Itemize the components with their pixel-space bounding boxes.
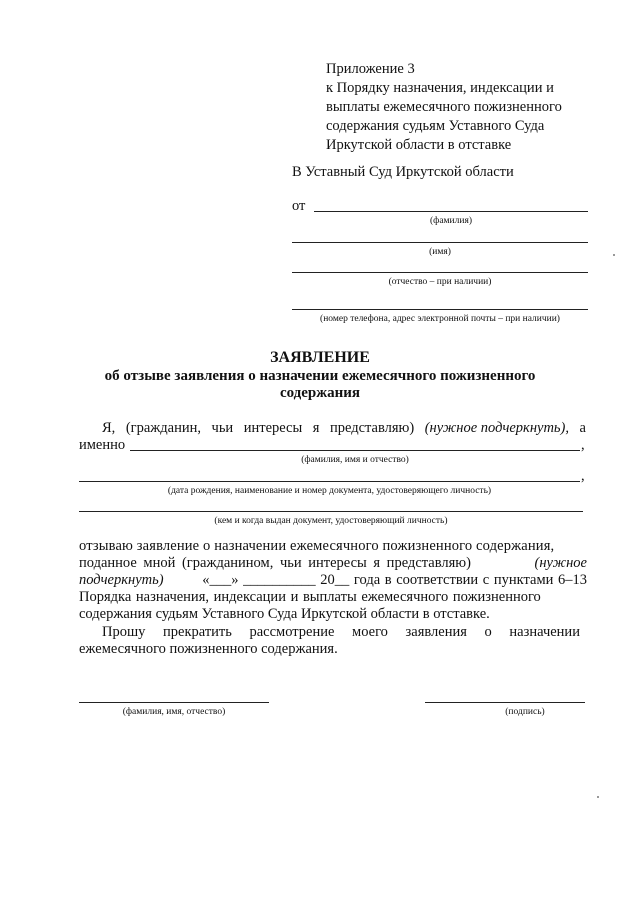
birth-doc-comma: , [581,468,585,484]
para2-line-5: содержания судьям Уставного Суда Иркутской области в отставке. [79,606,490,622]
document-subtitle-line-1: об отзыве заявления о назначении ежемесячного пожизненного [104,368,536,384]
para2-line-2 [79,555,587,572]
fio-field[interactable] [130,450,580,451]
from-label: от [292,198,306,214]
para1-word: представляю) [329,420,415,436]
para1-word: а [579,420,586,436]
document-subtitle-line-2: содержания [279,385,361,401]
surname-caption: (фамилия) [430,216,472,226]
addressee: В Уставный Суд Иркутской области [292,164,514,180]
para1-word: чьи [211,420,234,436]
appendix-header [326,60,606,155]
contacts-field[interactable] [292,309,588,310]
para2-line-1 [79,538,587,555]
contacts-caption: (номер телефона, адрес электронной почты – при наличии) [320,314,560,324]
birth-doc-caption: (дата рождения, наименование и номер документа, удостоверяющего личность) [167,486,492,496]
scan-artifact [613,254,615,256]
appendix-line-2: к Порядку назначения, индексации и [326,80,554,96]
para3-line-1 [102,624,587,641]
para2-text: отзываю заявление о назначении ежемесячного пожизненного содержания, [79,538,555,554]
appendix-line-5: Иркутской области в отставке [326,137,512,153]
para2-text: поданное мной (гражданином, чьи интересы я представляю) [79,555,471,571]
issued-caption: (кем и когда выдан документ, удостоверяющий личность) [214,516,448,526]
signature-field[interactable] [425,702,585,703]
patronymic-caption: (отчество – при наличии) [388,277,492,287]
para2-note-italic: (нужное [534,555,587,571]
name-field[interactable] [292,242,588,243]
scan-artifact [597,796,599,798]
birth-doc-field[interactable] [79,481,580,482]
surname-field[interactable] [314,211,588,212]
para2-line-4 [79,589,587,606]
fio-caption: (фамилия, имя и отчество) [301,455,409,465]
para1-note-italic: (нужное подчеркнуть), [424,420,569,436]
para1-line-1 [102,420,586,437]
para1-word: (гражданин, [125,420,202,436]
para1-word: я [312,420,320,436]
appendix-line-1: Приложение 3 [326,61,415,77]
sign-fio-caption: (фамилия, имя, отчество) [122,707,226,717]
para2-date-text: «___» __________ 20__ года в соответствии с пунктами 6–13 [202,572,587,588]
para2-note-italic: подчеркнуть) [79,572,164,588]
name-caption: (имя) [429,247,451,257]
sign-fio-field[interactable] [79,702,269,703]
para1-word: интересы [243,420,303,436]
appendix-line-3: выплаты ежемесячного пожизненного [326,99,562,115]
para2-line-3 [79,572,587,589]
patronymic-field[interactable] [292,272,588,273]
appendix-line-4: содержания судьям Уставного Суда [326,118,545,134]
imenno-label: именно [79,437,126,453]
para1-word: Я, [102,420,116,436]
fio-comma: , [581,437,585,453]
issued-field[interactable] [79,511,583,512]
para3-text: Прошу прекратить рассмотрение моего заявления о назначении [102,624,580,640]
para3-line-2: ежемесячного пожизненного содержания. [79,641,338,657]
document-title: ЗАЯВЛЕНИЕ [270,349,370,366]
signature-caption: (подпись) [505,707,545,717]
para2-text: Порядка назначения, индексации и выплаты ежемесячного пожизненного [79,589,541,605]
